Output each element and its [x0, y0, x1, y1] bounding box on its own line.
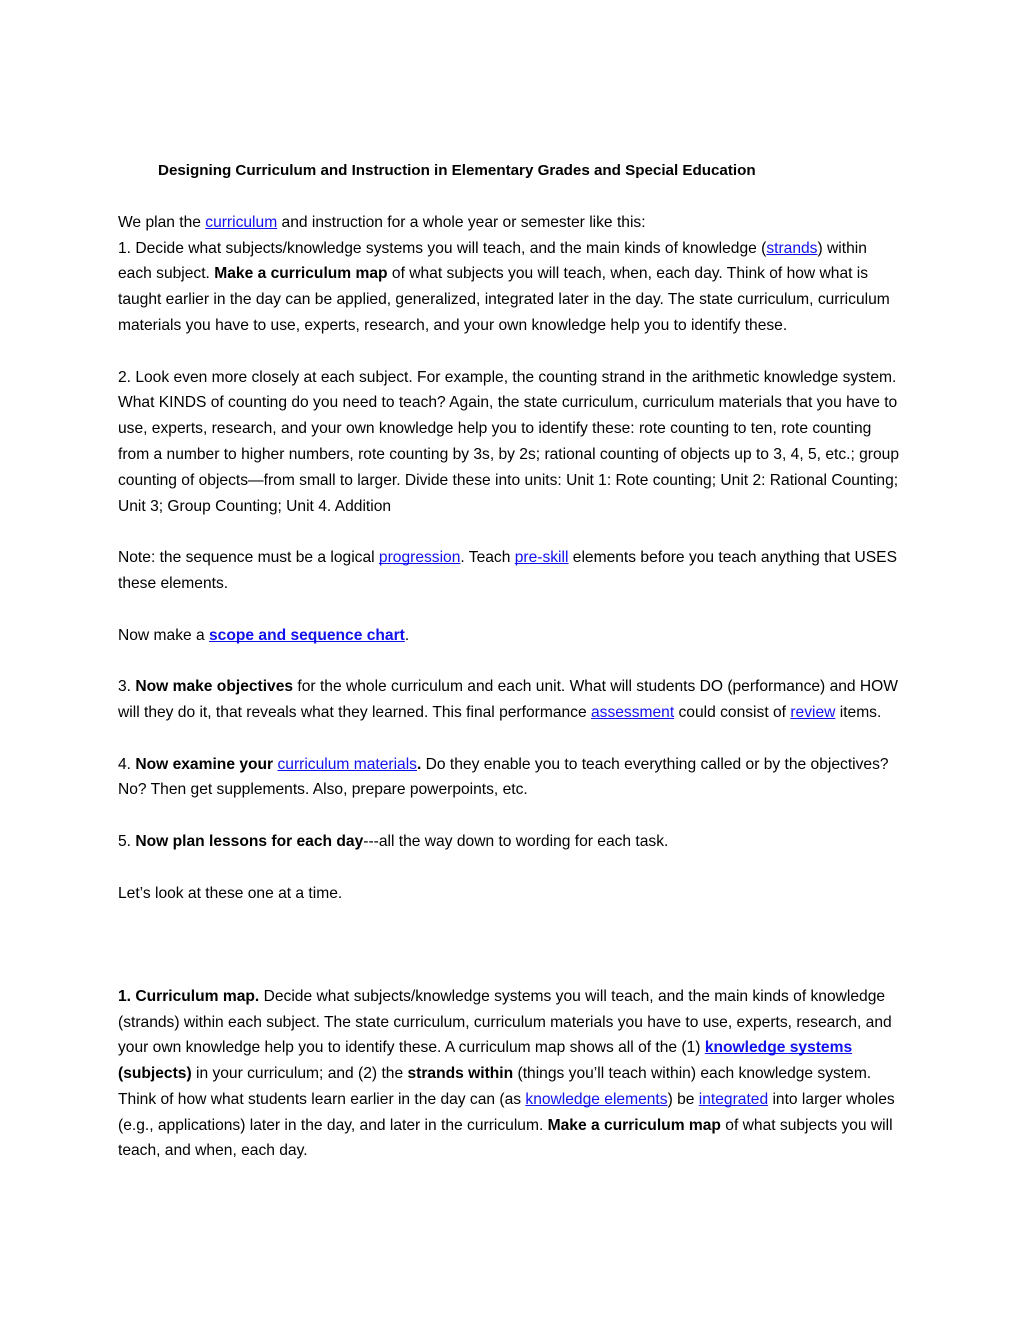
- step3-text-mid: for the whole curriculum and each unit. What will students DO (performance) and HOW will they do it, that reveals what they learned. This final performance: [118, 678, 899, 721]
- link-strands[interactable]: strands: [766, 239, 818, 257]
- step3-text-tail: items.: [835, 703, 882, 721]
- paragraph-step-2: 2. Look even more closely at each subject. For example, the counting strand in the arithmetic knowledge system. What KINDS of counting do you need to teach? Again, the state curriculum, curriculum materials that you have to use, experts, research, and your own knowledge help you to identify these: rote counting to ten, rote counting from a number to higher numbers, rote counting by 3s, by 2s; rational counting of objects up to 3, 4, 5, etc.; group counting of objects—from small to larger. Divide these into units: Unit 1: Rote counting; Unit 2: Rational Counting; Unit 3; Group Counting; Unit 4. Addition: [118, 368, 899, 515]
- paragraph-spacer: [118, 958, 904, 984]
- intro-text-lead: We plan the: [118, 213, 206, 231]
- paragraph-spacer: [118, 184, 904, 210]
- note-text-lead: Note: the sequence must be a logical: [118, 549, 379, 567]
- link-progression[interactable]: progression: [378, 549, 461, 567]
- paragraph-scope-sequence: [118, 623, 904, 649]
- link-knowledge-systems[interactable]: knowledge systems: [704, 1039, 853, 1057]
- note-text-mid: . Teach: [460, 549, 515, 567]
- link-integrated[interactable]: integrated: [698, 1090, 769, 1108]
- section1-text-a: Decide what subjects/knowledge systems you will teach, and the main kinds of knowledge (strands) within each subject. The state curriculum, curriculum materials you have to use, experts, research, and your own knowledge help you to identify these. A curriculum map shows all of the (1): [118, 987, 892, 1057]
- step1-emphasis-curriculum-map: Make a curriculum map: [214, 265, 388, 283]
- paragraph-spacer: [118, 726, 904, 752]
- link-curriculum[interactable]: curriculum: [205, 213, 278, 231]
- step1-text-mid: ) within each subject.: [118, 239, 867, 283]
- section1-bold-make-curriculum-map: Make a curriculum map: [547, 1116, 721, 1134]
- paragraph-section-1-curriculum-map: [118, 984, 904, 1165]
- paragraph-spacer: [118, 855, 904, 881]
- section1-text-c: (things you’ll teach within) each knowledge system. Think of how what students learn earlier in the day can (as: [118, 1065, 872, 1108]
- paragraph-step-5: [118, 829, 904, 855]
- step4-number: 4.: [118, 755, 136, 773]
- paragraph-intro: [118, 210, 904, 236]
- section1-text-f: of what subjects you will teach, and when, each day.: [118, 1116, 893, 1160]
- paragraph-step-3: [118, 674, 904, 726]
- step5-emphasis-plan-lessons: Now plan lessons for each day: [135, 832, 364, 850]
- paragraph-note: [118, 545, 904, 597]
- paragraph-lets-look: Let’s look at these one at a time.: [118, 884, 343, 902]
- step1-text-tail: of what subjects you will teach, when, each day. Think of how what is taught earlier in the day can be applied, generalized, integrated later in the day. The state curriculum, curriculum materials you have to use, experts, research, and your own knowledge help you to identify these.: [118, 265, 890, 334]
- link-curriculum-materials[interactable]: curriculum materials: [277, 755, 417, 773]
- document-body: [118, 158, 904, 1164]
- section1-bold-subjects: (subjects): [118, 1065, 192, 1083]
- step3-number: 3.: [118, 678, 136, 696]
- step5-text-tail: ---all the way down to wording for each task.: [363, 832, 669, 850]
- section1-bold-strands-within: strands within: [407, 1065, 514, 1083]
- step3-emphasis-objectives: Now make objectives: [135, 678, 294, 696]
- scope-text-tail: .: [404, 626, 410, 644]
- paragraph-step-1: [118, 236, 904, 339]
- paragraph-spacer: [118, 906, 904, 932]
- step5-number: 5.: [118, 832, 136, 850]
- step1-text-lead: 1. Decide what subjects/knowledge systems you will teach, and the main kinds of knowledge (: [118, 239, 767, 257]
- intro-text-tail: and instruction for a whole year or semester like this:: [277, 213, 646, 231]
- step4-text-tail: Do they enable you to teach everything called or by the objectives? No? Then get supplements. Also, prepare powerpoints, etc.: [118, 755, 889, 799]
- page-title: Designing Curriculum and Instruction in Elementary Grades and Special Education: [158, 162, 756, 179]
- section1-text-b: in your curriculum; and (2) the: [191, 1065, 408, 1083]
- link-pre-skill[interactable]: pre-skill: [514, 549, 569, 567]
- paragraph-spacer: [118, 648, 904, 674]
- link-review[interactable]: review: [790, 703, 836, 721]
- section1-heading-inline: 1. Curriculum map.: [118, 987, 260, 1005]
- step4-emphasis-examine: Now examine your: [135, 755, 278, 773]
- scope-text-lead: Now make a: [118, 626, 209, 644]
- link-scope-and-sequence-chart[interactable]: scope and sequence chart: [209, 626, 405, 644]
- paragraph-spacer: [118, 597, 904, 623]
- paragraph-step-4: [118, 752, 904, 804]
- section1-text-d: ) be: [667, 1090, 699, 1108]
- link-assessment[interactable]: assessment: [590, 703, 675, 721]
- paragraph-spacer: [118, 339, 904, 365]
- paragraph-spacer: [118, 519, 904, 545]
- step3-text-mid2: could consist of: [674, 703, 791, 721]
- note-text-tail: elements before you teach anything that USES these elements.: [118, 549, 897, 592]
- link-knowledge-elements[interactable]: knowledge elements: [525, 1090, 668, 1108]
- paragraph-spacer: [118, 932, 904, 958]
- paragraph-spacer: [118, 803, 904, 829]
- section1-text-e: into larger wholes (e.g., applications) later in the day, and later in the curriculum.: [118, 1090, 895, 1134]
- step4-bold-period: .: [416, 755, 422, 773]
